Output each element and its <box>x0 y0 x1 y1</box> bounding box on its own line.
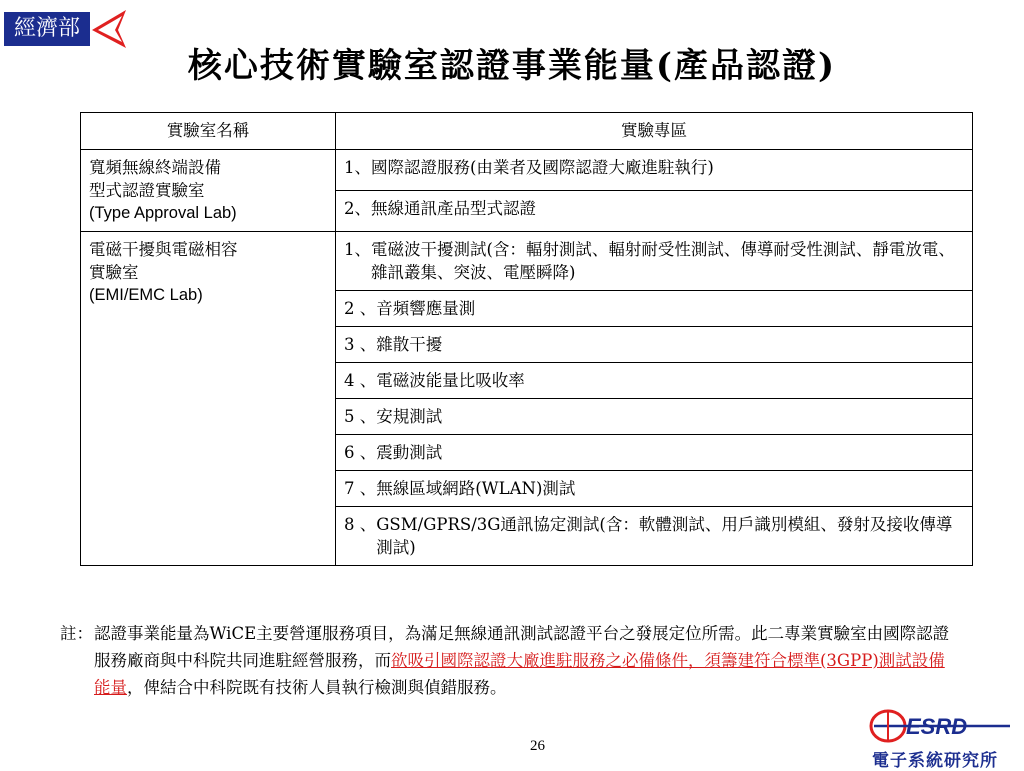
lab-table <box>80 112 973 566</box>
area-number: 4 、 <box>344 371 377 390</box>
esrd-name: 電子系統研究所 <box>872 751 998 771</box>
lab-name-cell <box>81 150 336 232</box>
lab-name-line: 寬頻無線終端設備 <box>89 158 221 177</box>
footnote-text: 認證事業能量為WiCE主要營運服務項目，為滿足無線通訊測試認證平台之發展定位所需。此二專業實驗室由國際認證服務廠商與中科院共同進駐經營服務，而 <box>94 624 950 670</box>
area-number: 1、 <box>344 240 371 259</box>
footnote-highlight: 欲吸引國際認證大廠進駐服務之必備條件，須籌建符合標準(3GPP)測試設備能量 <box>94 651 945 697</box>
area-text: 無線通訊產品型式認證 <box>371 199 536 218</box>
area-text: GSM/GPRS/3G通訊協定測試(含：軟體測試、用戶識別模組、發射及接收傳導測試) <box>376 515 953 557</box>
lab-area-cell <box>336 291 973 327</box>
lab-area-cell <box>336 150 973 191</box>
footnote-body <box>94 620 960 701</box>
moea-logo-text: 經濟部 <box>4 12 90 46</box>
area-number: 2、 <box>344 199 371 218</box>
lab-area-cell <box>336 507 973 566</box>
header-lab-name: 實驗室名稱 <box>81 113 336 150</box>
area-number: 5 、 <box>344 407 377 426</box>
lab-area-cell <box>336 435 973 471</box>
area-text: 電磁波干擾測試(含：輻射測試、輻射耐受性測試、傳導耐受性測試、靜電放電、雜訊叢集、突波、電壓瞬降) <box>371 240 955 282</box>
area-number: 6 、 <box>344 443 377 462</box>
area-number: 7 、 <box>344 479 377 498</box>
lab-area-cell <box>336 232 973 291</box>
area-text: 音頻響應量測 <box>376 299 476 318</box>
area-text: 無線區域網路(WLAN)測試 <box>376 479 576 498</box>
lab-area-cell <box>336 471 973 507</box>
lab-area-cell <box>336 399 973 435</box>
footnote-text-end: ，俾結合中科院既有技術人員執行檢測與偵錯服務。 <box>127 678 507 697</box>
footnote-lead: 註： <box>60 624 93 643</box>
area-text: 國際認證服務(由業者及國際認證大廠進駐執行) <box>371 158 714 177</box>
lab-name-line: (EMI/EMC Lab) <box>89 286 203 304</box>
table-row <box>81 232 973 291</box>
area-text: 震動測試 <box>376 443 443 462</box>
lab-area-cell <box>336 191 973 232</box>
page-number: 26 <box>530 738 545 754</box>
area-number: 2 、 <box>344 299 377 318</box>
table-row <box>81 150 973 191</box>
area-text: 電磁波能量比吸收率 <box>376 371 525 390</box>
lab-area-cell <box>336 363 973 399</box>
slide-title: 核心技術實驗室認證事業能量(產品認證) <box>187 46 837 86</box>
lab-name-line: 實驗室 <box>89 263 139 282</box>
area-number: 8 、 <box>344 515 377 534</box>
esrd-logo <box>860 706 1018 771</box>
esrd-mark-text: ESRD <box>906 714 968 739</box>
area-text: 雜散干擾 <box>376 335 443 354</box>
table-header-row <box>81 113 973 150</box>
area-number: 3 、 <box>344 335 377 354</box>
area-text: 安規測試 <box>376 407 443 426</box>
area-number: 1、 <box>344 158 371 177</box>
lab-name-line: (Type Approval Lab) <box>89 204 237 222</box>
esrd-emblem-icon <box>860 706 1018 746</box>
lab-area-cell <box>336 327 973 363</box>
header-lab-area: 實驗專區 <box>336 113 973 150</box>
lab-name-line: 電磁干擾與電磁相容 <box>89 240 238 259</box>
lab-name-cell <box>81 232 336 566</box>
footnote <box>60 620 960 701</box>
lab-name-line: 型式認證實驗室 <box>89 181 205 200</box>
